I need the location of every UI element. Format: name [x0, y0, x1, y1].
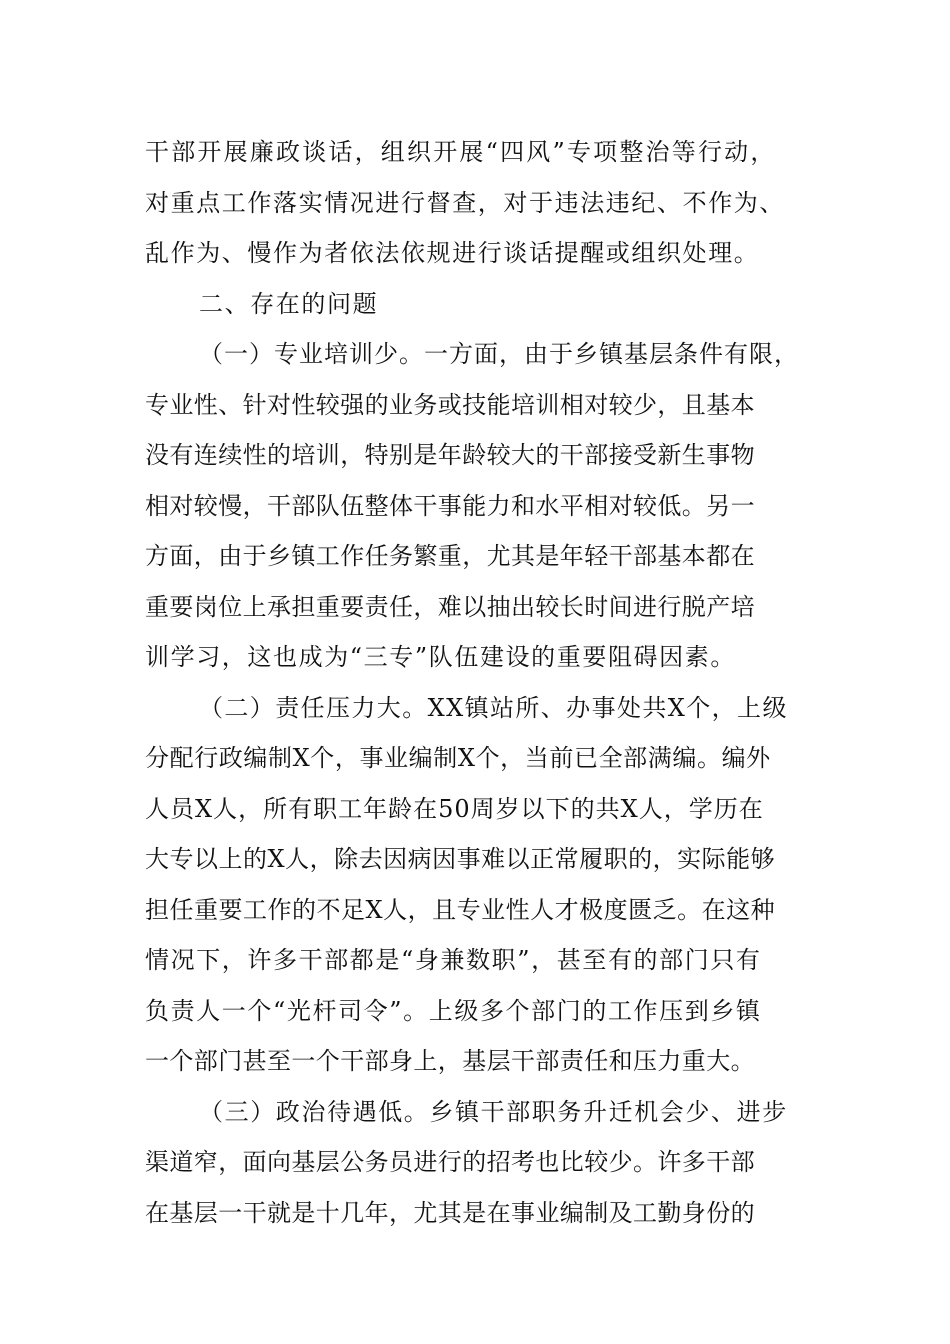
- text-line: 专业性、针对性较强的业务或技能培训相对较少，且基本: [145, 390, 755, 419]
- text-line: 大专以上的X人，除去因病因事难以正常履职的，实际能够: [145, 845, 776, 873]
- text-line: 在基层一干就是十几年，尤其是在事业编制及工勤身份的: [145, 1198, 755, 1227]
- text-line: 对重点工作落实情况进行督查，对于违法违纪、不作为、: [145, 188, 785, 217]
- text-line: 训学习，这也成为“三专”队伍建设的重要阻碍因素。: [145, 643, 736, 671]
- text-line: 重要岗位上承担重要责任，难以抽出较长时间进行脱产培: [145, 592, 755, 621]
- text-line: 人员X人，所有职工年龄在50周岁以下的共X人，学历在: [145, 794, 764, 823]
- text-line: 没有连续性的培训，特别是年龄较大的干部接受新生事物: [145, 441, 755, 469]
- text-line: 分配行政编制X个，事业编制X个，当前已全部满编。编外: [145, 744, 771, 772]
- text-line: （二）责任压力大。XX镇站所、办事处共X个，上级: [199, 693, 788, 722]
- text-line: 担任重要工作的不足X人，且专业性人才极度匮乏。在这种: [145, 895, 776, 924]
- text-line: 相对较慢，干部队伍整体干事能力和水平相对较低。另一: [145, 491, 755, 520]
- text-line: 干部开展廉政谈话，组织开展“四风”专项整治等行动，: [145, 138, 777, 166]
- text-line: 情况下，许多干部都是“身兼数职”，甚至有的部门只有: [145, 946, 762, 974]
- text-line: 乱作为、慢作为者依法依规进行谈话提醒或组织处理。: [145, 239, 760, 267]
- text-line: 负责人一个“光杆司令”。上级多个部门的工作压到乡镇: [145, 996, 762, 1025]
- text-line: （三）政治待遇低。乡镇干部职务升迁机会少、进步: [199, 1097, 788, 1126]
- document-body: [145, 127, 815, 1238]
- text-line: 方面，由于乡镇工作任务繁重，尤其是年轻干部基本都在: [145, 542, 755, 570]
- text-line: 二、存在的问题: [199, 289, 379, 318]
- text-line: （一）专业培训少。一方面，由于乡镇基层条件有限，: [199, 340, 799, 368]
- text-line: 渠道窄，面向基层公务员进行的招考也比较少。许多干部: [145, 1148, 755, 1176]
- text-line: 一个部门甚至一个干部身上，基层干部责任和压力重大。: [145, 1047, 755, 1075]
